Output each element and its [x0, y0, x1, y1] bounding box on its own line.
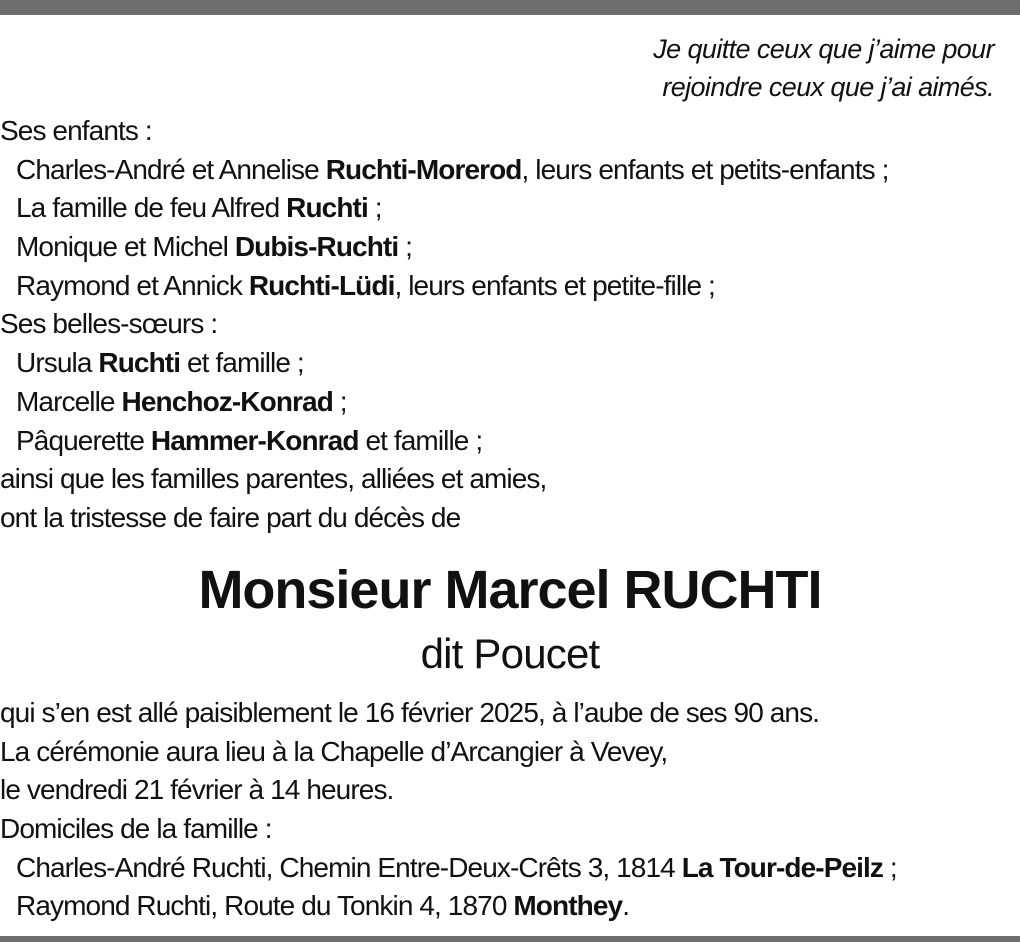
- sister-entry: Marcelle Henchoz-Konrad ;: [16, 385, 347, 417]
- quote-line-2: rejoindre ceux que j’ai aimés.: [662, 72, 994, 102]
- child-entry: La famille de feu Alfred Ruchti ;: [16, 192, 382, 224]
- deceased-name: Monsieur Marcel RUCHTI: [198, 560, 822, 620]
- sisters-heading: Ses belles-sœurs :: [0, 308, 218, 340]
- closing-line-2: ont la tristesse de faire part du décès de: [0, 501, 461, 533]
- detail-line: le vendredi 21 février à 14 heures.: [0, 774, 394, 806]
- quote-line-1: Je quitte ceux que j’aime pour: [653, 34, 994, 64]
- address-entry: Raymond Ruchti, Route du Tonkin 4, 1870 Monthey.: [16, 890, 630, 922]
- sister-entry: Pâquerette Hammer-Konrad et famille ;: [16, 424, 483, 456]
- child-entry: Raymond et Annick Ruchti-Lüdi, leurs enfants et petite-fille ;: [16, 269, 715, 301]
- epigraph-quote: [653, 30, 994, 106]
- child-entry: Charles-André et Annelise Ruchti-Morerod, leurs enfants et petits-enfants ;: [16, 153, 889, 185]
- detail-line: qui s’en est allé paisiblement le 16 février 2025, à l’aube de ses 90 ans.: [0, 697, 820, 728]
- ceremony-details: [0, 694, 1020, 926]
- address-entry: Charles-André Ruchti, Chemin Entre-Deux-Crêts 3, 1814 La Tour-de-Peilz ;: [16, 851, 897, 883]
- bottom-border: [0, 936, 1020, 942]
- addresses-heading: Domiciles de la famille :: [0, 813, 272, 845]
- closing-line-1: ainsi que les familles parentes, alliées et amies,: [0, 463, 547, 495]
- deceased-nickname: dit Poucet: [420, 630, 600, 677]
- family-list: [0, 112, 1020, 538]
- child-entry: Monique et Michel Dubis-Ruchti ;: [16, 231, 412, 263]
- detail-line: La cérémonie aura lieu à la Chapelle d’Arcangier à Vevey,: [0, 735, 668, 767]
- top-border: [0, 0, 1020, 15]
- children-heading: Ses enfants :: [0, 115, 152, 146]
- sister-entry: Ursula Ruchti et famille ;: [16, 347, 304, 379]
